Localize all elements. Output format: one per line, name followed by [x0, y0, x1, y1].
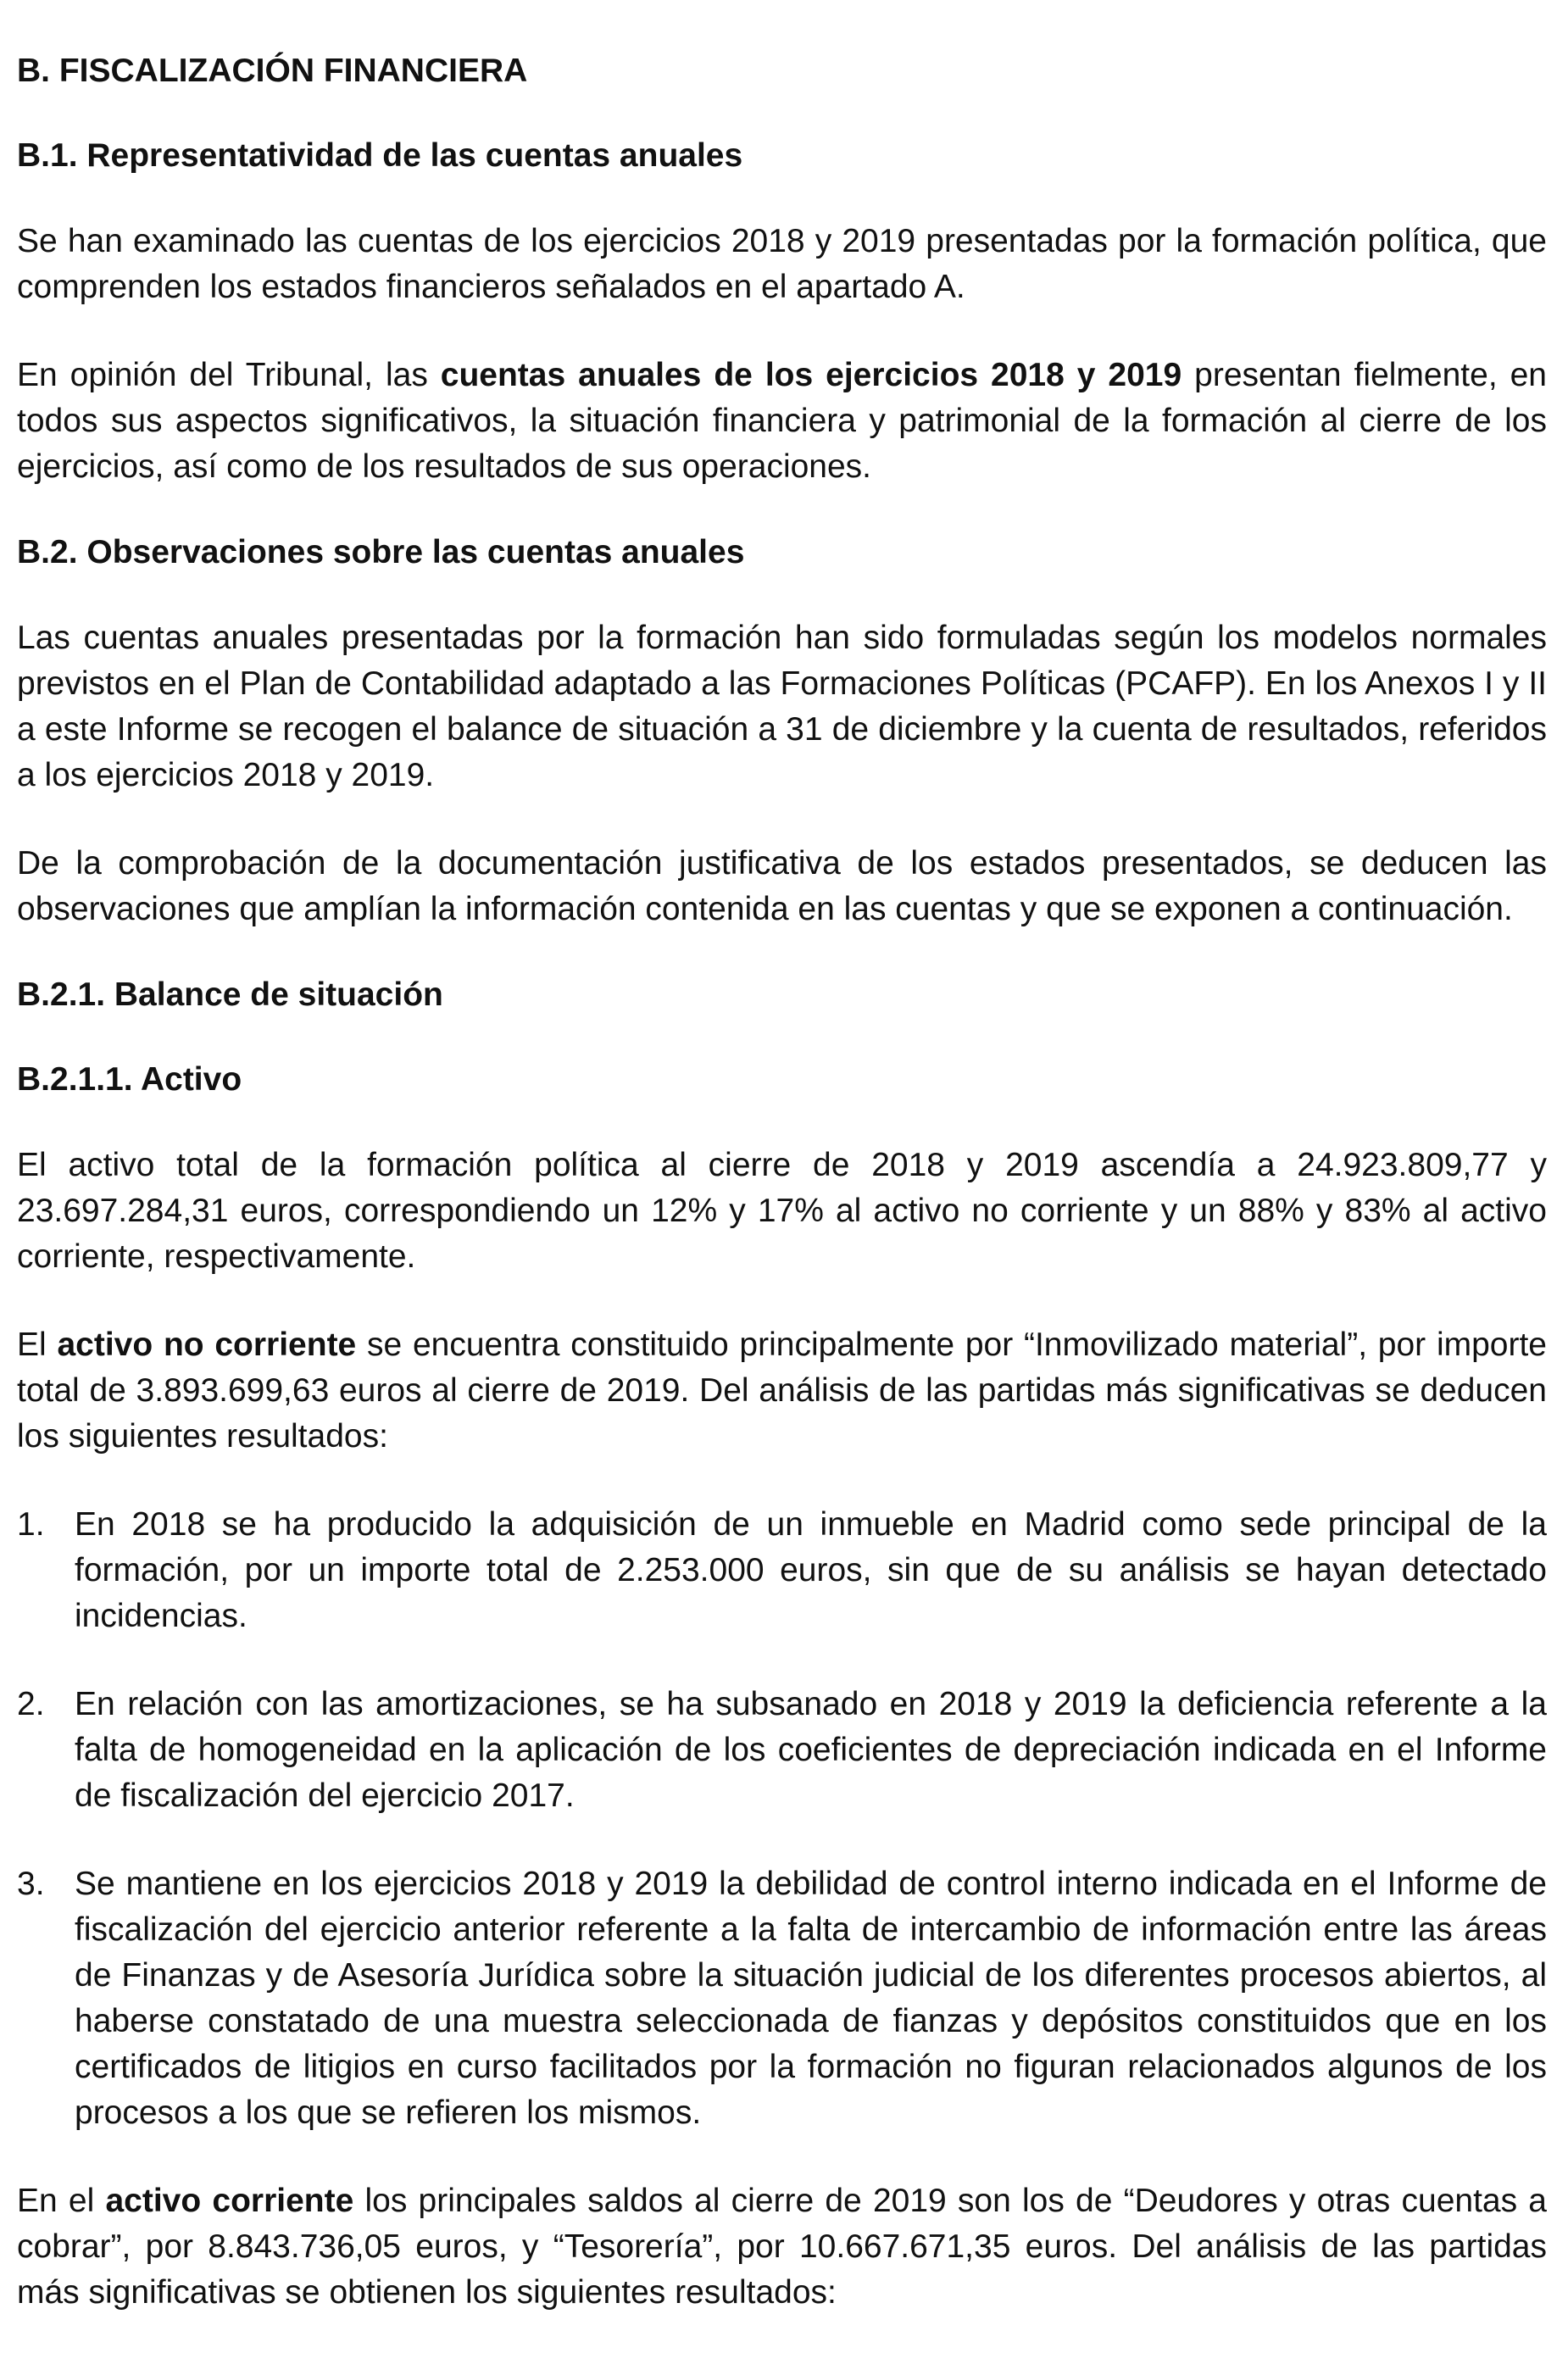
paragraph-b2-1: Las cuentas anuales presentadas por la formación han sido formuladas según los modelos normales previstos en el Plan de Contabilidad adaptado a las Formaciones Políticas (PCAFP). En los Anexos I y II a este Informe se recogen el balance de situación a 31 de diciembre y la cuenta de resultados, referidos a los ejercicios 2018 y 2019. [17, 620, 1547, 793]
bold-run: activo corriente [105, 2183, 354, 2219]
text-run: se encuentra constituido principalmente por “Inmovilizado material”, por importe total de 3.893.699,63 euros al cierre de 2019. Del análisis de las partidas más significativas se deducen los siguientes resultados: [17, 1327, 1547, 1455]
text-run: El [17, 1327, 58, 1363]
paragraph-b2-2: De la comprobación de la documentación justificativa de los estados presentados, se deducen las observaciones que amplían la información contenida en las cuentas y que se exponen a continuación. [17, 845, 1547, 927]
list-number: 3. [17, 1866, 45, 1902]
text-run: presentan fielmente, en todos sus aspectos significativos, la situación financiera y patrimonial de la formación al cierre de los ejercicios, así como de los resultados de sus operaciones. [17, 357, 1547, 485]
text-run: En opinión del Tribunal, las [17, 357, 441, 393]
list-item-text: En relación con las amortizaciones, se ha subsanado en 2018 y 2019 la deficiencia referente a la falta de homogeneidad en la aplicación de los coeficientes de depreciación indicada en el Informe de fiscalización del ejercicio 2017. [75, 1686, 1547, 1814]
list-item [17, 1502, 1547, 1639]
paragraph-b211-3 [17, 2178, 1547, 2316]
heading-b1: B.1. Representatividad de las cuentas anuales [17, 137, 743, 174]
list-item [17, 1682, 1547, 1819]
list-item [17, 1861, 1547, 2136]
paragraph-b211-1: El activo total de la formación política al cierre de 2018 y 2019 ascendía a 24.923.809,77 y 23.697.284,31 euros, correspondiendo un 12% y 17% al activo no corriente y un 88% y 83% al activo corriente, respectivamente. [17, 1147, 1547, 1275]
paragraph-b211-2 [17, 1322, 1547, 1460]
heading-b2: B.2. Observaciones sobre las cuentas anuales [17, 534, 745, 570]
heading-b21: B.2.1. Balance de situación [17, 976, 443, 1013]
bold-run: cuentas anuales de los ejercicios 2018 y 2019 [440, 357, 1182, 393]
list-number: 2. [17, 1686, 45, 1722]
list-item-text: Se mantiene en los ejercicios 2018 y 2019 la debilidad de control interno indicada en el Informe de fiscalización del ejercicio anterior referente a la falta de intercambio de información entre las áreas de Finanzas y de Asesoría Jurídica sobre la situación judicial de los diferentes procesos abiertos, al haberse constatado de una muestra seleccionada de fianzas y depósitos constituidos que en los certificados de litigios en curso facilitados por la formación no figuran relacionados algunos de los procesos a los que se refieren los mismos. [75, 1866, 1547, 2131]
text-run: los principales saldos al cierre de 2019 son los de “Deudores y otras cuentas a cobrar”, por 8.843.736,05 euros, y “Tesorería”, por 10.667.671,35 euros. Del análisis de las partidas más significativas se obtienen los siguientes resultados: [17, 2183, 1547, 2311]
text-run: En el [17, 2183, 106, 2219]
document-page [17, 49, 1547, 2316]
bold-run: activo no corriente [57, 1327, 357, 1363]
heading-b211: B.2.1.1. Activo [17, 1061, 242, 1098]
list-number: 1. [17, 1506, 45, 1543]
list-item-text: En 2018 se ha producido la adquisición de un inmueble en Madrid como sede principal de la formación, por un importe total de 2.253.000 euros, sin que de su análisis se hayan detectado incidencias. [75, 1506, 1547, 1634]
section-title: B. FISCALIZACIÓN FINANCIERA [17, 53, 528, 89]
paragraph-b1-2 [17, 353, 1547, 490]
paragraph-b1-1: Se han examinado las cuentas de los ejercicios 2018 y 2019 presentadas por la formación política, que comprenden los estados financieros señalados en el apartado A. [17, 223, 1547, 305]
